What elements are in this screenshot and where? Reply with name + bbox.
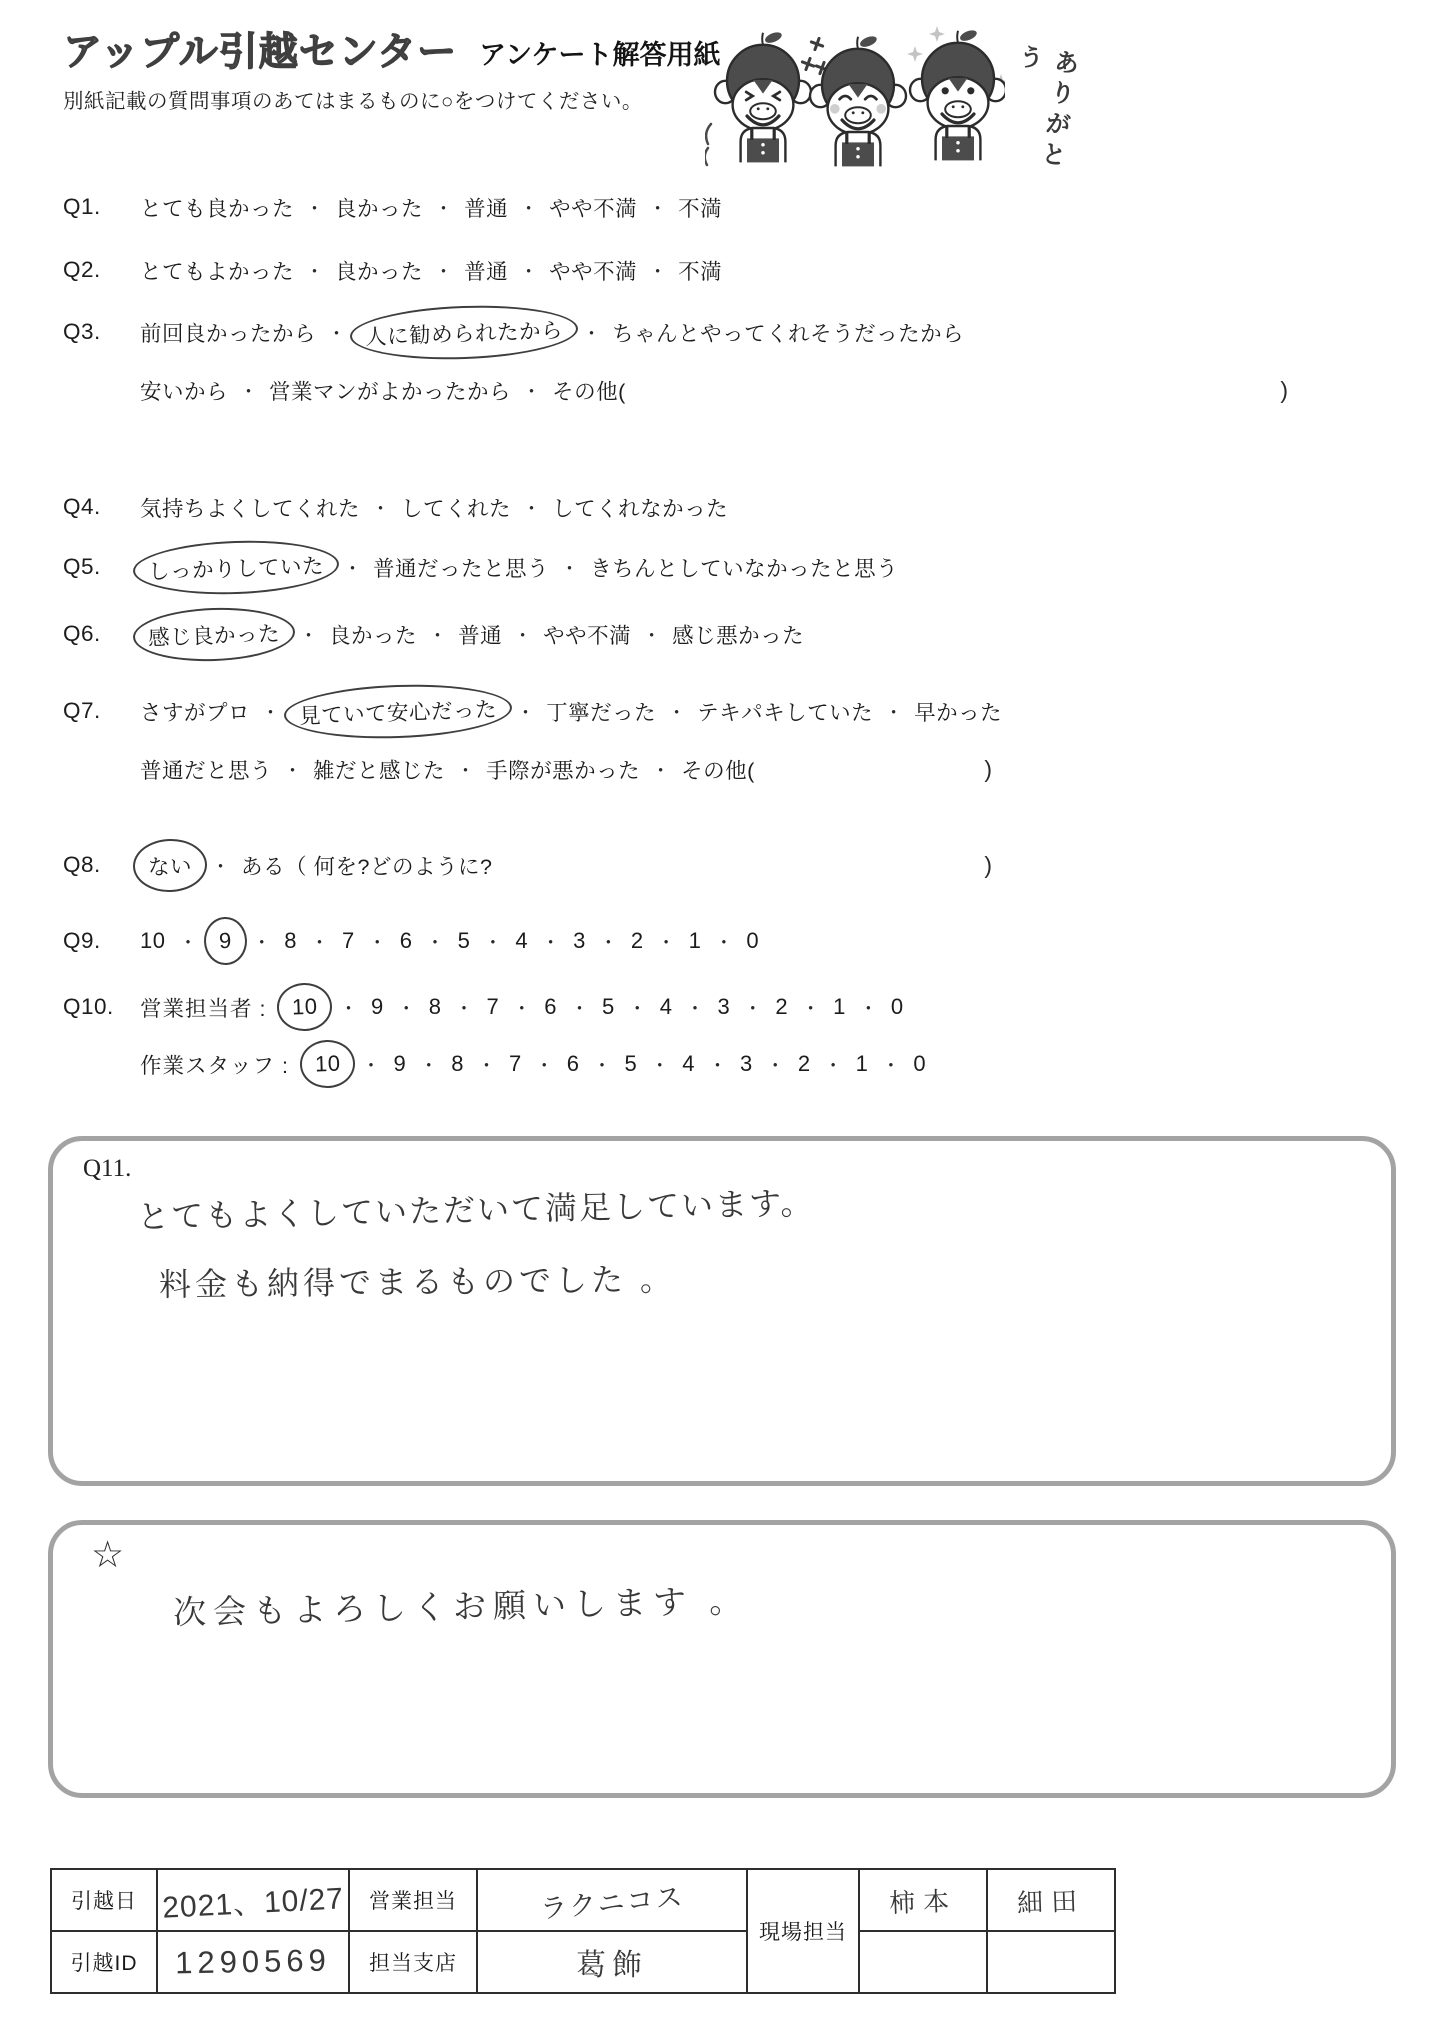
option: とても良かった — [140, 196, 295, 221]
option: 3 — [573, 928, 586, 953]
q11-label: Q11. — [83, 1155, 132, 1182]
star-comment-box — [48, 1520, 1396, 1798]
option: 2 — [775, 994, 789, 1019]
option: やや不満 — [549, 196, 638, 221]
question-line — [140, 490, 728, 524]
question-label: Q10. — [63, 994, 114, 1019]
option: 営業マンがよかったから — [269, 379, 512, 404]
branch-value: 葛飾 — [477, 1931, 747, 1993]
option: 2 — [630, 928, 644, 953]
question-q2 — [63, 253, 722, 287]
instruction-text: 別紙記載の質問事項のあてはまるものに○をつけてください。 — [63, 89, 643, 113]
separator-dot: ・ — [261, 703, 281, 724]
company-logo: アップル引越センター — [63, 31, 458, 74]
option: 感じ悪かった — [672, 624, 805, 648]
separator-dot: ・ — [534, 1055, 554, 1077]
option: 普通だと思う — [140, 758, 273, 783]
question-q5 — [63, 550, 898, 585]
question-label: Q1. — [63, 194, 101, 219]
option: 早かった — [914, 701, 1003, 725]
sales-rep-value: ラクニコス — [475, 1857, 749, 1942]
option: 手際が悪かった — [486, 758, 641, 783]
separator-dot: ・ — [327, 324, 347, 345]
question-label: Q5. — [63, 554, 101, 579]
separator-dot: ・ — [338, 998, 358, 1020]
separator-dot: ・ — [627, 998, 647, 1020]
separator-dot: ・ — [299, 626, 319, 647]
option: 安いから — [140, 379, 229, 404]
separator-dot: ・ — [648, 198, 668, 220]
option-circled: 見ていて安心だった — [283, 681, 513, 742]
separator-dot: ・ — [560, 559, 580, 580]
question-label: Q4. — [63, 494, 101, 519]
option: さすがプロ — [140, 701, 251, 725]
option-circled: 10 — [299, 1039, 356, 1089]
option: 良かった — [335, 196, 424, 221]
separator-dot: ・ — [371, 498, 391, 520]
option-prefix: 作業スタッフ : — [140, 1053, 289, 1078]
option: 9 — [393, 1051, 407, 1076]
question-line — [140, 373, 1288, 407]
question-q4 — [63, 490, 728, 524]
option: 6 — [566, 1051, 580, 1076]
footer-table — [50, 1868, 1116, 1994]
question-q8 — [63, 848, 992, 883]
handwritten-note-line: 次会もよろしくお願いします 。 — [172, 1581, 750, 1632]
option: してくれなかった — [552, 496, 729, 521]
option: 10 — [140, 928, 166, 953]
option: 丁寧だった — [546, 701, 657, 725]
question-label: Q8. — [63, 852, 101, 877]
separator-dot: ・ — [642, 626, 662, 647]
question-q10 — [63, 990, 926, 1081]
separator-dot: ・ — [881, 1055, 901, 1077]
separator-dot: ・ — [456, 760, 476, 782]
move-id-value: 1290569 — [156, 1929, 349, 1994]
option: 4 — [659, 994, 673, 1019]
separator-dot: ・ — [361, 1055, 381, 1077]
option: 普通 — [458, 624, 503, 648]
separator-dot: ・ — [305, 198, 325, 220]
option: 雑だと感じた — [313, 758, 446, 783]
empty-cell — [987, 1931, 1115, 1993]
move-id-label: 引越ID — [51, 1931, 157, 1993]
move-date-value: 2021、10/27 — [156, 1864, 351, 1936]
question-label: Q7. — [63, 698, 101, 723]
option: 気持ちよくしてくれた — [140, 496, 361, 521]
question-q7 — [63, 694, 1002, 786]
handwritten-answer-line: 料金も納得でまるものでした 。 — [158, 1261, 677, 1303]
separator-dot: ・ — [343, 559, 363, 580]
separator-dot: ・ — [367, 932, 387, 954]
close-paren: ) — [984, 755, 992, 782]
question-line — [140, 1047, 926, 1081]
separator-dot: ・ — [178, 932, 198, 954]
option: 6 — [544, 994, 557, 1019]
table-row — [51, 1931, 1115, 1993]
option: 不満 — [678, 196, 723, 221]
separator-dot: ・ — [211, 857, 231, 878]
page-title: アンケート解答用紙 — [479, 39, 721, 70]
move-date-label: 引越日 — [51, 1869, 157, 1931]
option: 普通だったと思う — [373, 557, 550, 581]
option: 0 — [746, 928, 760, 953]
branch-label: 担当支店 — [349, 1931, 477, 1993]
mascot-monkeys-illustration — [705, 24, 1005, 194]
option: 9 — [370, 994, 384, 1019]
option: その他( — [552, 379, 626, 404]
option: 前回良かったから — [140, 322, 317, 346]
option-circled: 9 — [203, 916, 247, 965]
thanks-vertical-text: ありがとう — [1013, 42, 1081, 174]
option: 8 — [451, 1051, 464, 1076]
separator-dot: ・ — [708, 1055, 728, 1077]
question-q1 — [63, 190, 722, 224]
header-logo-line — [63, 32, 721, 75]
separator-dot: ・ — [434, 198, 454, 220]
separator-dot: ・ — [598, 932, 618, 954]
monkey-icon — [810, 34, 906, 166]
option-circled: 10 — [277, 982, 334, 1032]
separator-dot: ・ — [650, 1055, 670, 1077]
question-line — [140, 550, 898, 585]
option: 3 — [740, 1051, 753, 1076]
question-label: Q2. — [63, 257, 101, 282]
separator-dot: ・ — [592, 1055, 612, 1077]
option: 6 — [399, 928, 413, 953]
monkey-icon — [910, 28, 1005, 160]
option: 1 — [855, 1051, 869, 1076]
option: 4 — [515, 928, 529, 953]
separator-dot: ・ — [252, 932, 272, 954]
option: 普通 — [464, 196, 509, 221]
option: 7 — [508, 1051, 522, 1076]
option: 0 — [890, 994, 904, 1019]
option: 良かった — [335, 259, 424, 284]
question-line — [140, 990, 926, 1024]
option: 8 — [428, 994, 442, 1019]
separator-dot: ・ — [570, 998, 590, 1020]
separator-dot: ・ — [419, 1055, 439, 1077]
option: やや不満 — [543, 624, 632, 648]
separator-dot: ・ — [483, 932, 503, 954]
star-icon: ☆ — [91, 1534, 125, 1575]
header — [63, 32, 721, 114]
option: 4 — [682, 1051, 696, 1076]
separator-dot: ・ — [522, 498, 542, 520]
option: 2 — [797, 1051, 811, 1076]
option: 不満 — [678, 259, 723, 284]
q11-answer-box — [48, 1136, 1396, 1486]
option: 0 — [913, 1051, 927, 1076]
option: 5 — [602, 994, 615, 1019]
option: 7 — [486, 994, 500, 1019]
separator-dot: ・ — [310, 932, 330, 954]
separator-dot: ・ — [648, 261, 668, 283]
question-line — [140, 924, 759, 958]
separator-dot: ・ — [454, 998, 474, 1020]
question-q3 — [63, 315, 1288, 407]
option: 良かった — [329, 624, 418, 648]
separator-dot: ・ — [305, 261, 325, 283]
separator-dot: ・ — [434, 261, 454, 283]
option: 8 — [284, 928, 298, 953]
question-q9 — [63, 924, 759, 958]
question-q6 — [63, 617, 804, 652]
separator-dot: ・ — [858, 998, 878, 1020]
separator-dot: ・ — [516, 703, 536, 724]
option-circled: 人に勧められたから — [349, 302, 579, 363]
separator-dot: ・ — [522, 381, 542, 403]
close-paren: ) — [984, 852, 992, 878]
separator-dot: ・ — [519, 198, 539, 220]
option-circled: ない — [132, 838, 208, 894]
option: 普通 — [464, 259, 509, 284]
handwritten-answer-line: とてもよくしていただいて満足しています。 — [136, 1184, 815, 1236]
option: きちんとしていなかったと思う — [590, 557, 899, 581]
table-row — [51, 1869, 1115, 1931]
option: 5 — [457, 928, 471, 953]
question-label: Q3. — [63, 319, 101, 344]
question-label: Q9. — [63, 928, 101, 953]
separator-dot: ・ — [685, 998, 705, 1020]
option-prefix: 営業担当者 : — [140, 996, 267, 1021]
separator-dot: ・ — [425, 932, 445, 954]
option: 1 — [688, 928, 702, 953]
separator-dot: ・ — [651, 760, 671, 782]
separator-dot: ・ — [239, 381, 259, 403]
option: ちゃんとやってくれそうだったから — [612, 322, 965, 346]
empty-cell — [859, 1931, 987, 1993]
close-paren: ) — [1280, 376, 1288, 403]
separator-dot: ・ — [884, 703, 904, 724]
monkey-icons — [705, 24, 1005, 194]
option: してくれた — [401, 496, 512, 521]
option-circled: 感じ良かった — [132, 605, 296, 664]
option: とてもよかった — [140, 259, 295, 284]
option: 1 — [833, 994, 846, 1019]
monkey-icon — [715, 30, 811, 162]
question-line — [140, 190, 722, 224]
option: 7 — [342, 928, 355, 953]
question-line — [140, 253, 722, 287]
separator-dot: ・ — [743, 998, 763, 1020]
separator-dot: ・ — [512, 998, 532, 1020]
site-staff-name-2: 細田 — [986, 1867, 1116, 1933]
question-line — [140, 848, 992, 883]
site-staff-label: 現場担当 — [747, 1869, 859, 1993]
separator-dot: ・ — [428, 626, 448, 647]
separator-dot: ・ — [801, 998, 821, 1020]
separator-dot: ・ — [714, 932, 734, 954]
question-label: Q6. — [63, 621, 101, 646]
option: ある（ 何を?どのように? — [241, 855, 493, 879]
separator-dot: ・ — [582, 324, 602, 345]
separator-dot: ・ — [656, 932, 676, 954]
separator-dot: ・ — [283, 760, 303, 782]
option-circled: しっかりしていた — [132, 537, 340, 597]
option: 5 — [624, 1051, 638, 1076]
question-line — [140, 617, 804, 652]
sales-rep-label: 営業担当 — [349, 1869, 477, 1931]
separator-dot: ・ — [519, 261, 539, 283]
separator-dot: ・ — [541, 932, 561, 954]
option: 3 — [717, 994, 731, 1019]
option: テキパキしていた — [697, 701, 874, 725]
question-line — [140, 315, 1288, 350]
separator-dot: ・ — [476, 1055, 496, 1077]
option: その他( — [681, 758, 755, 783]
option: やや不満 — [549, 259, 638, 284]
question-line — [140, 752, 992, 786]
separator-dot: ・ — [396, 998, 416, 1020]
separator-dot: ・ — [823, 1055, 843, 1077]
site-staff-name-1: 柿本 — [858, 1867, 988, 1933]
question-line — [140, 694, 1002, 729]
separator-dot: ・ — [765, 1055, 785, 1077]
separator-dot: ・ — [667, 703, 687, 724]
separator-dot: ・ — [513, 626, 533, 647]
